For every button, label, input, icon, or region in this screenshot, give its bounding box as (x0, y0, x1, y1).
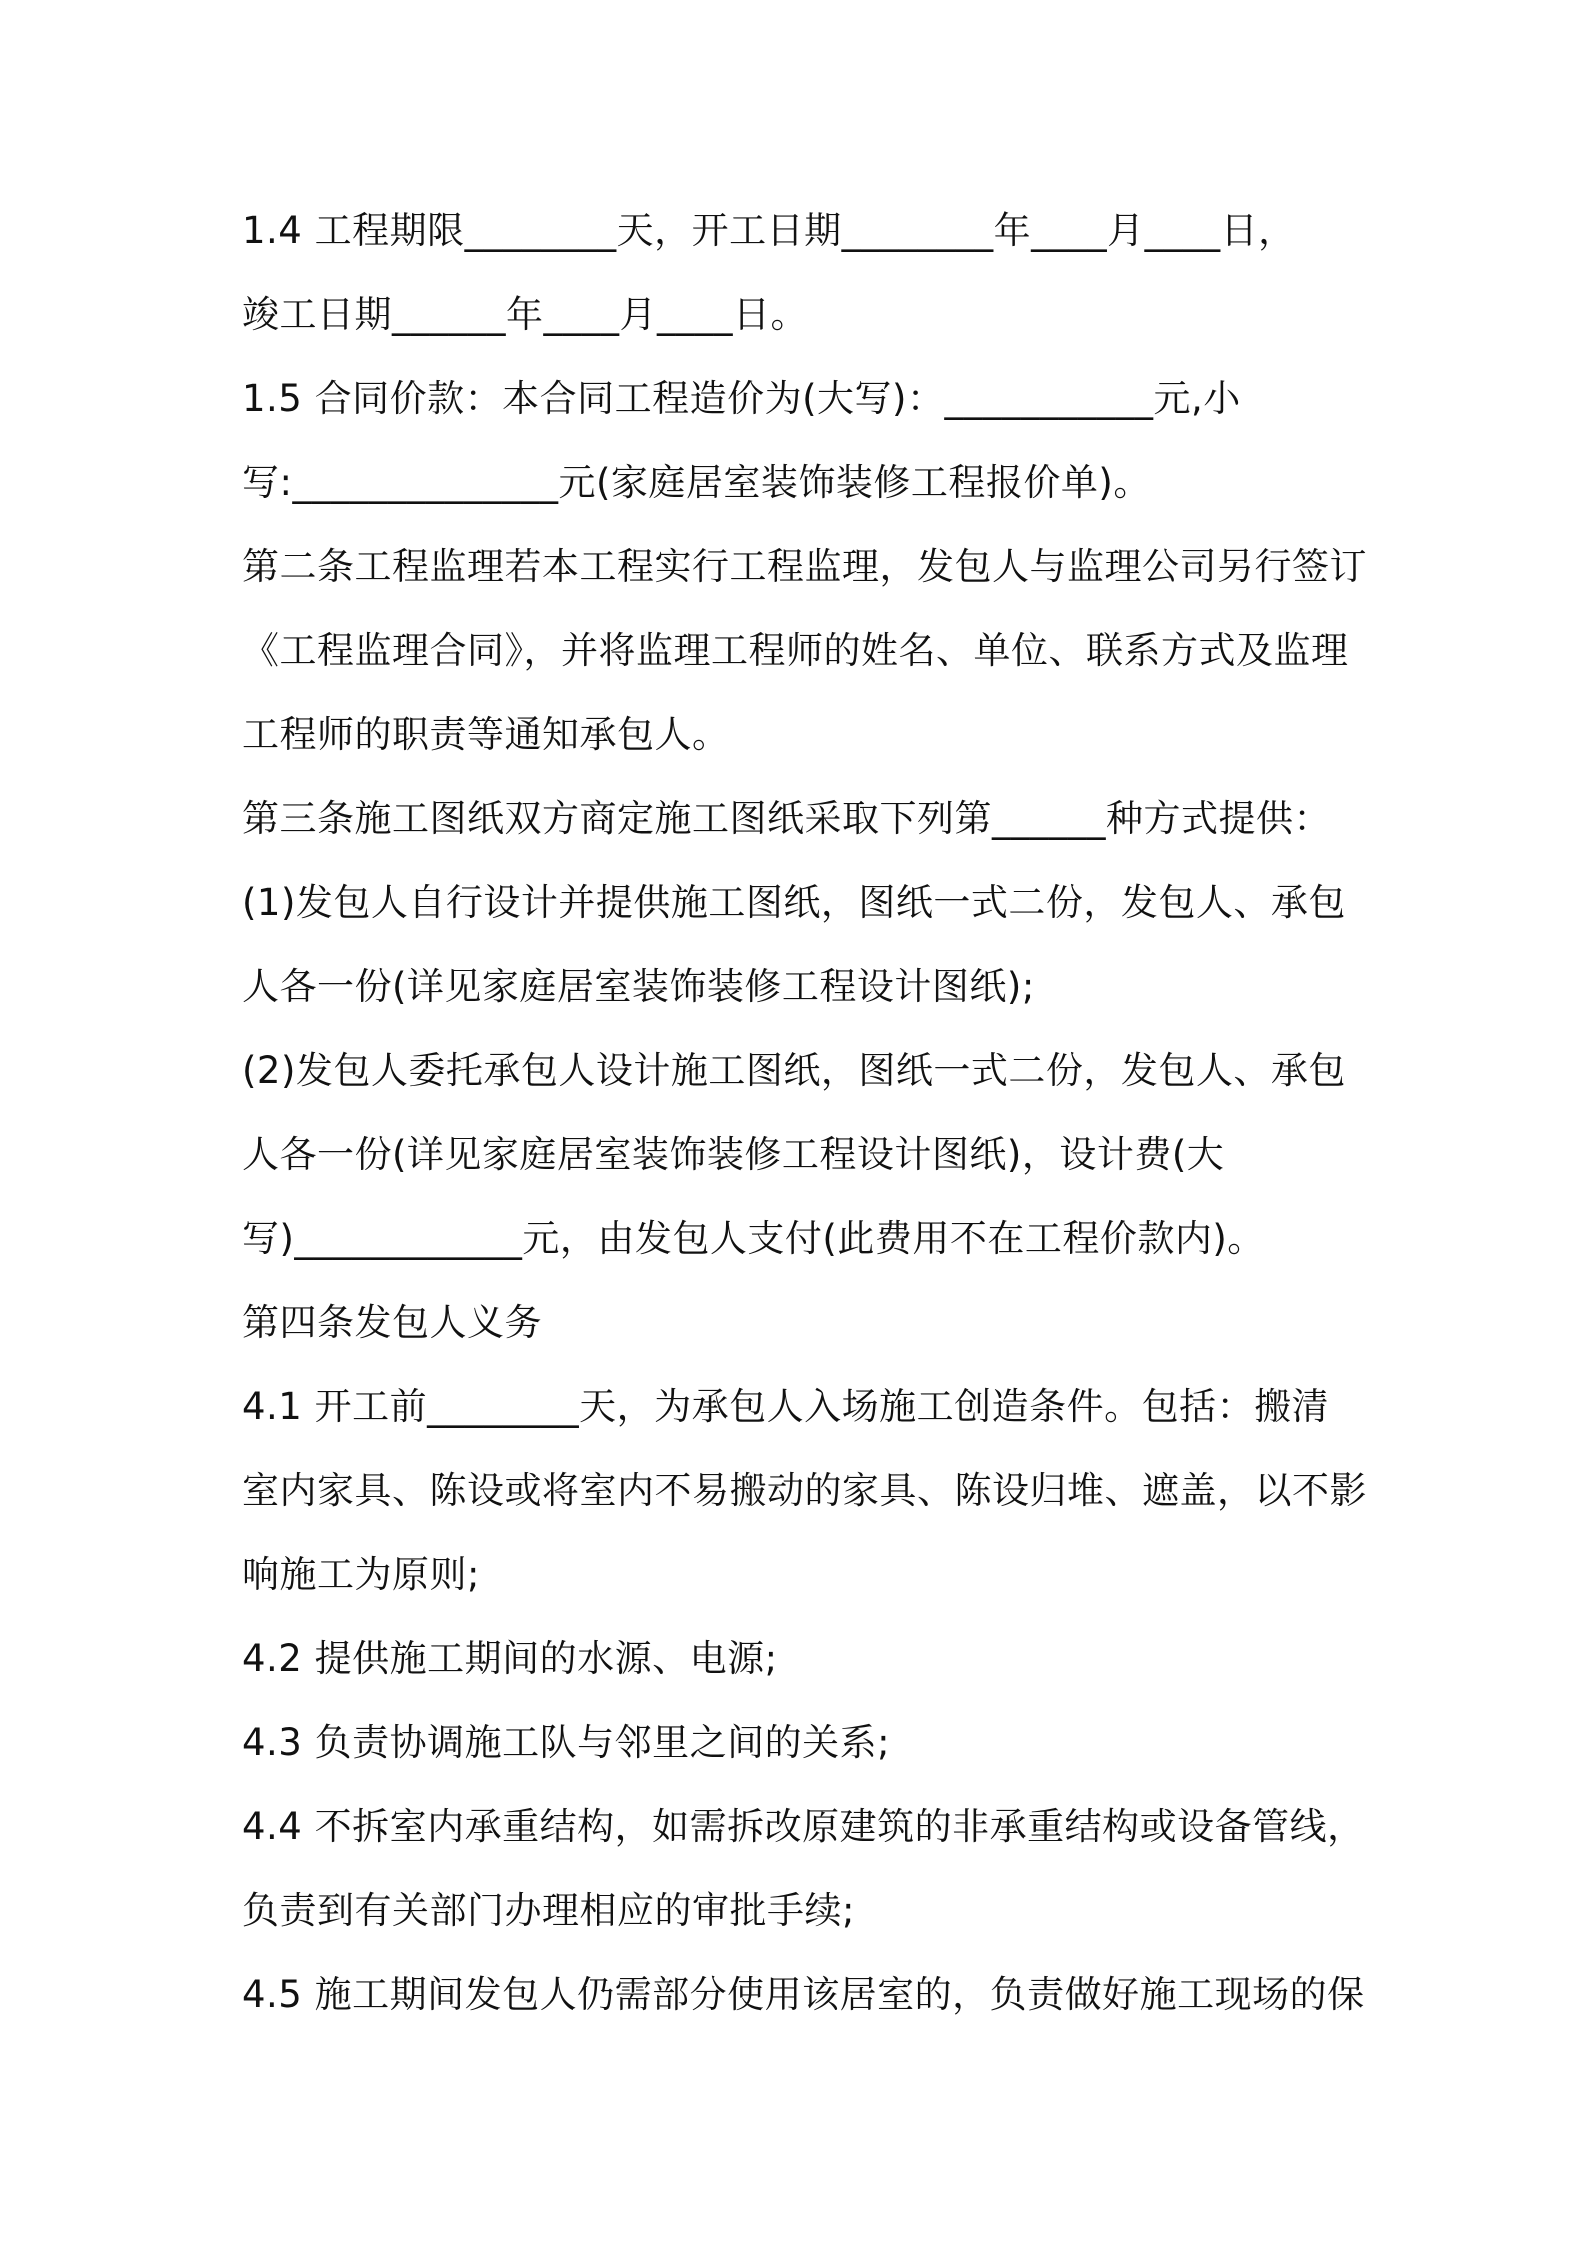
clause-4-5-line-1: 4.5 施工期间发包人仍需部分使用该居室的，负责做好施工现场的保 (242, 1973, 1365, 2016)
clause-4-4-line-2: 负责到有关部门办理相应的审批手续; (242, 1889, 855, 1932)
clause-4-3-line: 4.3 负责协调施工队与邻里之间的关系; (242, 1721, 891, 1764)
article-2-line-3: 工程师的职责等通知承包人。 (242, 713, 730, 756)
article-3-option-2-line-2: 人各一份(详见家庭居室装饰装修工程设计图纸)，设计费(大 (242, 1133, 1225, 1176)
article-3-line-1: 第三条施工图纸双方商定施工图纸采取下列第______种方式提供： (242, 797, 1331, 840)
article-3-option-1-line-1: (1)发包人自行设计并提供施工图纸，图纸一式二份，发包人、承包 (242, 881, 1346, 924)
article-3-option-2-line-3: 写)____________元，由发包人支付(此费用不在工程价款内)。 (242, 1217, 1265, 1260)
article-4-heading: 第四条发包人义务 (242, 1301, 542, 1344)
clause-4-2-line: 4.2 提供施工期间的水源、电源; (242, 1637, 778, 1680)
clause-4-4-line-1: 4.4 不拆室内承重结构，如需拆改原建筑的非承重结构或设备管线， (242, 1805, 1365, 1848)
article-3-option-1-line-2: 人各一份(详见家庭居室装饰装修工程设计图纸); (242, 965, 1035, 1008)
clause-4-1-line-1: 4.1 开工前________天，为承包人入场施工创造条件。包括：搬清 (242, 1385, 1330, 1428)
clause-1-4-line-2: 竣工日期______年____月____日。 (242, 293, 808, 336)
clause-4-1-line-2: 室内家具、陈设或将室内不易搬动的家具、陈设归堆、遮盖，以不影 (242, 1469, 1367, 1512)
clause-1-5-line-2: 写:______________元(家庭居室装饰装修工程报价单)。 (242, 461, 1151, 504)
clause-1-4-line-1: 1.4 工程期限________天，开工日期________年____月____日， (242, 209, 1296, 252)
article-2-line-2: 《工程监理合同》，并将监理工程师的姓名、单位、联系方式及监理 (242, 629, 1349, 672)
clause-1-5-line-1: 1.5 合同价款：本合同工程造价为(大写)：___________元,小 (242, 377, 1241, 420)
article-3-option-2-line-1: (2)发包人委托承包人设计施工图纸，图纸一式二份，发包人、承包 (242, 1049, 1346, 1092)
article-2-line-1: 第二条工程监理若本工程实行工程监理，发包人与监理公司另行签订 (242, 545, 1367, 588)
clause-4-1-line-3: 响施工为原则; (242, 1553, 480, 1596)
